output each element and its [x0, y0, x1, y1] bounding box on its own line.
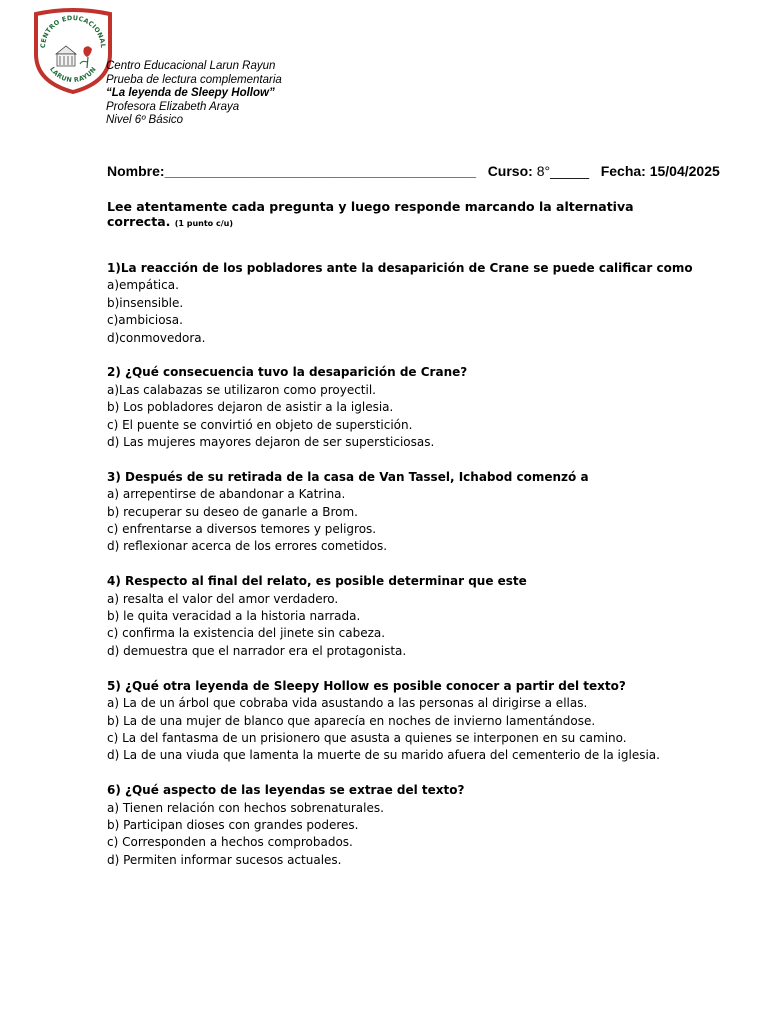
question-6: [107, 782, 707, 869]
name-label: Nombre:: [107, 163, 165, 179]
answer-option[interactable]: b)insensible.: [107, 295, 184, 310]
answer-option[interactable]: a) Tienen relación con hechos sobrenaturales.: [107, 800, 384, 815]
answer-option[interactable]: d) Las mujeres mayores dejaron de ser supersticiosas.: [107, 435, 435, 450]
question-1: [107, 260, 707, 347]
logo-arc-top: CENTRO EDUCACIONAL: [38, 13, 108, 49]
answer-option[interactable]: c) confirma la existencia del jinete sin cabeza.: [107, 626, 386, 641]
question-5: [107, 678, 707, 765]
answer-option[interactable]: a) La de un árbol que cobraba vida asustando a las personas al dirigirse a ellas.: [107, 696, 588, 711]
test-type: Prueba de lectura complementaria: [106, 73, 282, 86]
answer-option[interactable]: d) La de una viuda que lamenta la muerte de su marido afuera del cementerio de la iglesia.: [107, 748, 660, 763]
school-crest-icon: [32, 8, 114, 94]
logo-arc-bottom: LARUN RAYUN: [48, 65, 98, 85]
date-label: Fecha: 15/04/2025: [600, 163, 720, 179]
course-label: Curso:: [487, 163, 533, 179]
question-text: 4) Respecto al final del relato, es posible determinar que este: [107, 574, 527, 589]
instructions: [107, 199, 667, 231]
school-info: [106, 60, 282, 128]
question-text: 2) ¿Qué consecuencia tuvo la desaparición de Crane?: [107, 365, 468, 380]
question-4: [107, 573, 707, 660]
book-title: “La leyenda de Sleepy Hollow”: [106, 87, 275, 100]
answer-option[interactable]: a)Las calabazas se utilizaron como proyectil.: [107, 382, 376, 397]
answer-option[interactable]: b) Participan dioses con grandes poderes.: [107, 817, 359, 832]
answer-option[interactable]: c) Corresponden a hechos comprobados.: [107, 835, 353, 850]
instructions-text: Lee atentamente cada pregunta y luego responde marcando la alternativa correcta.: [107, 199, 634, 229]
score-note: (1 punto c/u): [174, 219, 233, 228]
answer-option[interactable]: d)conmovedora.: [107, 330, 206, 345]
answer-option[interactable]: b) le quita veracidad a la historia narrada.: [107, 609, 361, 624]
question-3: [107, 469, 707, 556]
answer-option[interactable]: a) resalta el valor del amor verdadero.: [107, 591, 339, 606]
school-name: Centro Educacional Larun Rayun: [106, 60, 276, 72]
question-text: 5) ¿Qué otra leyenda de Sleepy Hollow es posible conocer a partir del texto?: [107, 678, 626, 693]
answer-option[interactable]: b) La de una mujer de blanco que aparecía en noches de invierno lamentándose.: [107, 713, 596, 728]
answer-option[interactable]: b) recuperar su deseo de ganarle a Brom.: [107, 504, 358, 519]
answer-option[interactable]: c) El puente se convirtió en objeto de superstición.: [107, 417, 413, 432]
grade-level: Nivel 6º Básico: [106, 114, 184, 127]
teacher-name: Profesora Elizabeth Araya: [106, 100, 240, 113]
question-2: [107, 364, 707, 451]
answer-option[interactable]: a)empática.: [107, 278, 179, 293]
answer-option[interactable]: d) reflexionar acerca de los errores cometidos.: [107, 539, 388, 554]
answer-option[interactable]: c) enfrentarse a diversos temores y peligros.: [107, 522, 377, 537]
question-text: 1)La reacción de los pobladores ante la desaparición de Crane se puede calificar como: [107, 261, 693, 275]
answer-option[interactable]: c)ambiciosa.: [107, 313, 183, 328]
answer-option[interactable]: d) Permiten informar sucesos actuales.: [107, 852, 342, 867]
answer-option[interactable]: c) La del fantasma de un prisionero que asusta a quienes se interponen en su camino.: [107, 730, 627, 745]
course-field[interactable]: 8°_____: [532, 163, 590, 179]
answer-option[interactable]: b) Los pobladores dejaron de asistir a la iglesia.: [107, 400, 394, 415]
question-list: [107, 260, 707, 887]
answer-option[interactable]: a) arrepentirse de abandonar a Katrina.: [107, 487, 346, 502]
question-text: 3) Después de su retirada de la casa de Van Tassel, Ichabod comenzó a: [107, 469, 589, 484]
student-fields: [107, 163, 720, 179]
question-text: 6) ¿Qué aspecto de las leyendas se extrae del texto?: [107, 783, 465, 798]
name-field[interactable]: ________________________________________: [164, 163, 477, 179]
answer-option[interactable]: d) demuestra que el narrador era el protagonista.: [107, 643, 407, 658]
